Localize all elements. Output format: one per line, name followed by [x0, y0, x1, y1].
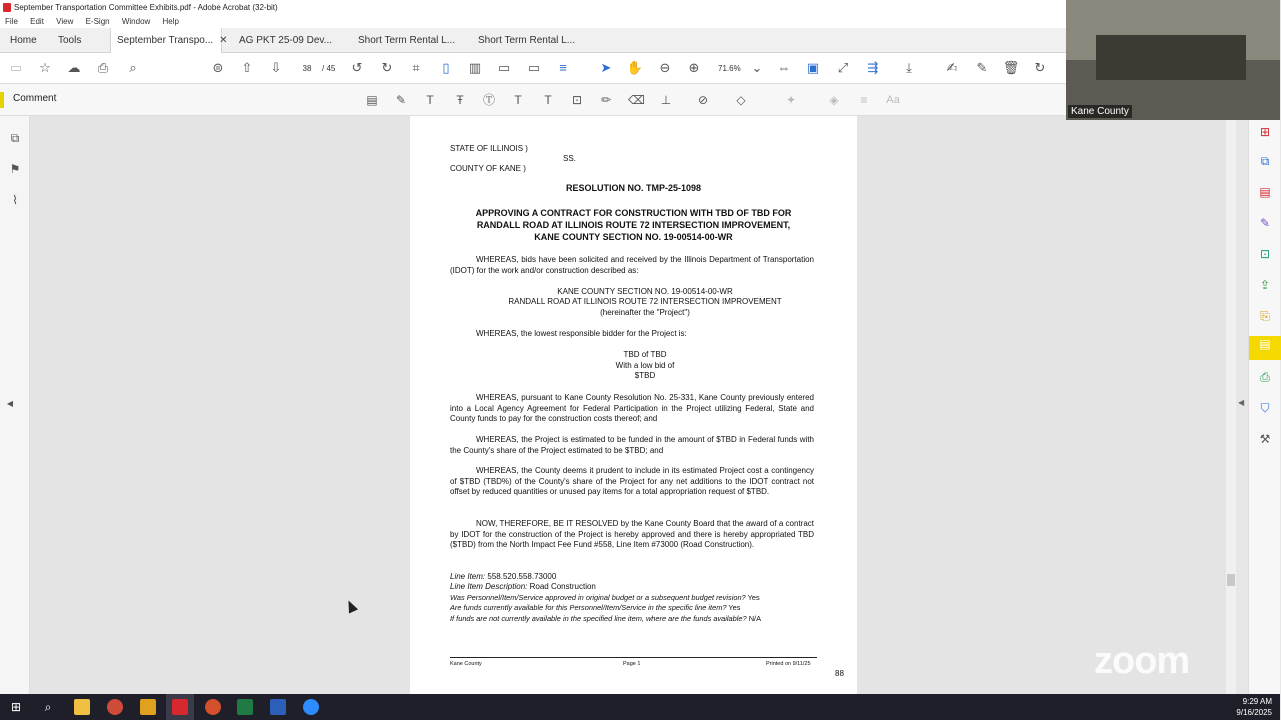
- rotate-left-icon[interactable]: ↺: [351, 60, 363, 75]
- upload-cloud-icon[interactable]: ☁: [67, 60, 81, 75]
- strikethrough-icon[interactable]: Ŧ: [456, 93, 464, 107]
- line-weight-icon[interactable]: ≡: [860, 93, 868, 107]
- left-navigation-rail: [0, 116, 30, 694]
- footer-left: Kane County: [450, 661, 482, 667]
- window-title: September Transportation Committee Exhibits.pdf - Adobe Acrobat (32-bit): [14, 3, 278, 12]
- shapes-icon[interactable]: ◇: [736, 93, 746, 107]
- single-page-icon[interactable]: ▯: [442, 60, 450, 75]
- bidder-line: $TBD: [634, 371, 656, 380]
- zoom-app-icon[interactable]: [303, 699, 319, 715]
- acrobat-taskbar-button[interactable]: [166, 694, 194, 720]
- insert-text-icon[interactable]: T: [514, 93, 522, 107]
- powerpoint-icon[interactable]: [205, 699, 221, 715]
- tab-home[interactable]: Home: [10, 35, 37, 46]
- title-line: APPROVING A CONTRACT FOR CONSTRUCTION WITH TBD OF TBD FOR: [475, 208, 792, 218]
- ss-label: SS.: [563, 154, 576, 163]
- windows-start-icon[interactable]: ⊞: [10, 700, 22, 714]
- protect-icon[interactable]: ⛉: [1260, 401, 1270, 415]
- budget-question: [450, 614, 761, 625]
- windows-taskbar: [0, 694, 1280, 720]
- page-thumbnails-icon[interactable]: ⧉: [10, 131, 20, 145]
- menu-window[interactable]: Window: [121, 17, 151, 26]
- close-icon[interactable]: ✕: [219, 35, 228, 46]
- download-icon[interactable]: ⤓: [906, 60, 912, 75]
- organize-pages-icon[interactable]: ▤: [1259, 185, 1271, 199]
- line-item: [450, 572, 556, 583]
- combine-files-icon[interactable]: ⧉: [1260, 154, 1270, 168]
- footer-rule: [450, 657, 817, 658]
- window-title-bar: [0, 0, 1066, 15]
- menu-esign[interactable]: E-Sign: [85, 17, 110, 26]
- budget-question: [450, 603, 740, 614]
- video-image: [1096, 35, 1246, 80]
- answer-text: Yes: [728, 603, 741, 612]
- export-icon[interactable]: ⇶: [867, 60, 879, 75]
- replace-text-icon[interactable]: Ⓣ: [482, 93, 495, 107]
- word-icon[interactable]: [270, 699, 286, 715]
- line-desc-label: Line Item Description:: [450, 582, 528, 591]
- title-line: KANE COUNTY SECTION NO. 19-00514-00-WR: [534, 232, 733, 242]
- text-properties-icon[interactable]: Aa: [886, 94, 900, 106]
- pdf-icon: [3, 3, 11, 12]
- paragraph: WHEREAS, bids have been solicited and received by the Illinois Department of Transportation (IDOT) for the work and/or construction described as:: [450, 255, 814, 275]
- system-clock[interactable]: [1236, 696, 1272, 718]
- pin-icon[interactable]: ✦: [785, 93, 797, 107]
- collapse-left-icon[interactable]: ◀: [6, 399, 14, 408]
- search-icon[interactable]: ⌕: [129, 60, 137, 75]
- previous-page-icon[interactable]: ⇧: [241, 60, 253, 75]
- zoom-video-feed[interactable]: [1066, 0, 1280, 120]
- menu-help[interactable]: Help: [162, 17, 179, 26]
- main-toolbar: [0, 53, 1066, 84]
- section-line: RANDALL ROAD AT ILLINOIS ROUTE 72 INTERSECTION IMPROVEMENT: [508, 297, 782, 306]
- sticky-note-icon[interactable]: ▤: [366, 93, 378, 107]
- request-signature-icon[interactable]: ⎘: [1260, 309, 1270, 323]
- state-line: STATE OF ILLINOIS ): [450, 144, 528, 153]
- crop-icon[interactable]: ⌗: [412, 60, 420, 75]
- redo-icon[interactable]: ↻: [1034, 60, 1046, 75]
- paragraph: WHEREAS, the lowest responsible bidder for the Project is:: [476, 329, 687, 338]
- fill-sign-icon[interactable]: ✎: [1259, 216, 1271, 230]
- next-page-icon[interactable]: ⇩: [270, 60, 282, 75]
- title-line: RANDALL ROAD AT ILLINOIS ROUTE 72 INTERSECTION IMPROVEMENT,: [476, 220, 791, 230]
- excel-icon[interactable]: [237, 699, 253, 715]
- footer-right: Printed on 9/11/25: [766, 661, 811, 667]
- stamp-icon[interactable]: ⊥: [660, 93, 672, 107]
- fit-width-icon[interactable]: ⇔: [777, 60, 791, 75]
- section-line: (hereinafter the "Project"): [600, 308, 690, 317]
- paperclip-icon[interactable]: ⌇: [12, 193, 18, 207]
- delete-icon[interactable]: 🗑: [1002, 60, 1020, 75]
- print-production-icon[interactable]: ⎙: [1260, 370, 1270, 384]
- budget-question: [450, 593, 760, 604]
- edit-icon[interactable]: ✎: [976, 60, 988, 75]
- clock-time: 9:29 AM: [1242, 697, 1272, 706]
- comment-accent: [0, 92, 4, 108]
- bidder-line: With a low bid of: [615, 361, 675, 370]
- menu-bar: [0, 15, 1066, 28]
- acrobat-icon: [172, 699, 188, 715]
- page-number-input[interactable]: 38: [302, 64, 312, 73]
- select-page-icon[interactable]: ⊜: [212, 60, 224, 75]
- comment-toolbar: [0, 84, 1066, 116]
- underline-text-icon[interactable]: T: [426, 93, 434, 107]
- tab-document[interactable]: Short Term Rental L...: [478, 35, 576, 46]
- zoom-watermark: zoom: [1094, 640, 1190, 682]
- hand-tool-icon[interactable]: ✋: [626, 60, 644, 75]
- paragraph: WHEREAS, the Project is estimated to be funded in the amount of $TBD in Federal funds with the County's share of the Project estimated to be $TBD; and: [450, 435, 814, 455]
- app-icon[interactable]: [140, 699, 156, 715]
- section-line: KANE COUNTY SECTION NO. 19-00514-00-WR: [557, 287, 733, 296]
- scrollbar-thumb[interactable]: [1227, 574, 1235, 586]
- select-cursor-icon[interactable]: ➤: [600, 60, 612, 75]
- more-tools-icon[interactable]: ⚒: [1259, 432, 1271, 446]
- line-desc-value: Road Construction: [529, 582, 596, 591]
- rotate-right-icon[interactable]: ↻: [381, 60, 393, 75]
- line-item-description: [450, 582, 596, 593]
- multi-page-icon[interactable]: ▥: [468, 60, 482, 75]
- resolution-number: RESOLUTION NO. TMP-25-1098: [565, 183, 702, 193]
- page-number: 88: [835, 669, 844, 678]
- pencil-icon[interactable]: ✏: [600, 93, 612, 107]
- export-pdf-icon[interactable]: ⇪: [1259, 278, 1271, 292]
- chevron-down-icon[interactable]: ⌄: [751, 60, 763, 75]
- answer-text: Yes: [747, 593, 760, 602]
- zoom-out-icon[interactable]: ⊖: [659, 60, 671, 75]
- question-text: If funds are not currently available in the specified line item, where are the funds available?: [450, 614, 747, 623]
- bidder-line: TBD of TBD: [623, 350, 667, 359]
- fit-page-icon[interactable]: ▣: [806, 60, 820, 75]
- menu-view[interactable]: View: [56, 17, 74, 26]
- line-item-value: 558.520.558.73000: [487, 572, 557, 581]
- present-icon[interactable]: ▭: [527, 60, 541, 75]
- collapse-right-icon[interactable]: ◀: [1238, 398, 1245, 407]
- tab-document[interactable]: Short Term Rental L...: [358, 35, 456, 46]
- create-pdf-icon[interactable]: ⊞: [1259, 125, 1271, 139]
- paragraph: WHEREAS, pursuant to Kane County Resolution No. 25-331, Kane County previously entered into a Local Agency Agreement for Federal Participation in the Project utilizing Federal, State and County funds to pay for the construction costs thereof; and: [450, 393, 814, 423]
- zoom-in-icon[interactable]: ⊕: [688, 60, 700, 75]
- vertical-scrollbar[interactable]: [1226, 116, 1236, 694]
- sign-icon[interactable]: ✍: [946, 60, 958, 75]
- highlight-icon[interactable]: ✎: [395, 93, 407, 107]
- paragraph: WHEREAS, the County deems it prudent to include in its estimated Project cost a contingency of $TBD (TBD%) of the County's share of the Project for any net additions to the IDOT contract not offset by reduced quantities or unused pay items for a total appropriation request of $TBD.: [450, 466, 814, 496]
- right-tools-panel: [1248, 116, 1280, 694]
- comment-label: Comment: [13, 93, 57, 104]
- participant-name: Kane County: [1068, 105, 1132, 118]
- clock-date: 9/16/2025: [1236, 708, 1272, 717]
- tab-document-active[interactable]: [110, 28, 228, 53]
- chrome-icon[interactable]: [107, 699, 123, 715]
- two-page-icon[interactable]: ▭: [497, 60, 511, 75]
- question-text: Was Personnel/Item/Service approved in original budget or a subsequent budget revision?: [450, 593, 746, 602]
- edit-pdf-icon[interactable]: ⊡: [1259, 247, 1271, 261]
- add-text-icon[interactable]: T: [544, 93, 552, 107]
- page-total: / 45: [322, 64, 336, 73]
- full-screen-icon[interactable]: ⤢: [837, 60, 849, 75]
- line-item-label: Line Item:: [450, 572, 486, 581]
- fill-color-icon[interactable]: ◈: [829, 93, 839, 107]
- tab-document[interactable]: AG PKT 25-09 Dev...: [239, 35, 333, 46]
- menu-edit[interactable]: Edit: [30, 17, 44, 26]
- text-box-icon[interactable]: ⊡: [571, 93, 583, 107]
- question-text: Are funds currently available for this Personnel/Item/Service in the specific line item?: [450, 603, 727, 612]
- scroll-mode-icon[interactable]: ≡: [559, 60, 567, 75]
- file-explorer-icon[interactable]: [74, 699, 90, 715]
- zoom-level[interactable]: 71.6%: [718, 64, 741, 73]
- bookmark-icon[interactable]: ⚑: [9, 162, 21, 176]
- footer-center: Page 1: [623, 661, 641, 667]
- search-icon[interactable]: ⌕: [44, 700, 52, 714]
- menu-file[interactable]: File: [5, 17, 18, 26]
- star-icon[interactable]: ☆: [39, 60, 51, 75]
- county-line: COUNTY OF KANE ): [450, 164, 526, 173]
- paragraph: NOW, THEREFORE, BE IT RESOLVED by the Kane County Board that the award of a contract by IDOT for the construction of the Project is hereby approved and there is hereby appropriated TBD ($TBD) from the North Impact Fee Fund #558, Line Item #73000 (Road Construction).: [450, 519, 814, 549]
- comment-tool-icon[interactable]: ▤: [1249, 336, 1281, 360]
- save-icon[interactable]: ▭: [9, 60, 23, 75]
- attach-icon[interactable]: ⊘: [697, 93, 709, 107]
- eraser-icon[interactable]: ⌫: [628, 93, 645, 107]
- answer-text: N/A: [748, 614, 762, 623]
- print-icon[interactable]: ⎙: [97, 60, 109, 75]
- pdf-page: [410, 116, 857, 694]
- tab-label: September Transpo...: [117, 35, 214, 46]
- tab-bar: [0, 28, 1066, 53]
- tab-tools[interactable]: Tools: [58, 35, 82, 46]
